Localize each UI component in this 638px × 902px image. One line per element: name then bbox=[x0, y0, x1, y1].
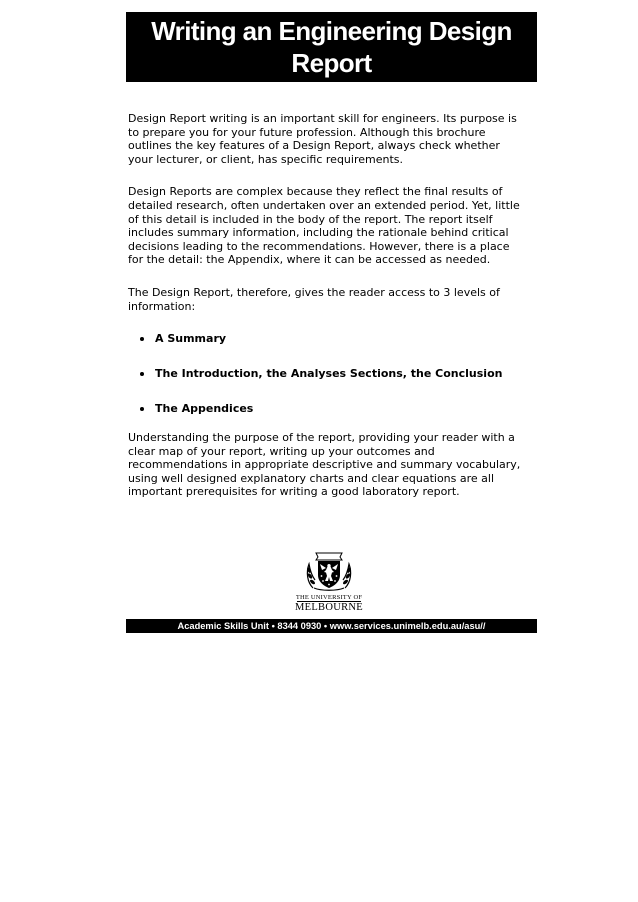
page-title-line2: Report bbox=[291, 48, 372, 78]
university-logo bbox=[289, 548, 369, 614]
page-title-line1: Writing an Engineering Design bbox=[151, 16, 512, 46]
levels-list bbox=[128, 332, 528, 416]
list-item-label: A Summary bbox=[155, 332, 227, 346]
paragraph-prerequisites: Understanding the purpose of the report, providing your reader with a clear map of your report, writing up your outcomes and recommendations in appropriate descriptive and summary vocabulary, using well designed explanatory charts and clear equations are all important prerequisites for writing a good laboratory report. bbox=[128, 431, 521, 499]
footer-contact-bar bbox=[126, 619, 537, 633]
paragraph-levels: The Design Report, therefore, gives the reader access to 3 levels of information: bbox=[128, 285, 500, 313]
list-item-label: The Appendices bbox=[155, 402, 254, 416]
list-item bbox=[140, 332, 528, 346]
bullet-icon bbox=[140, 407, 144, 411]
logo-university-of: THE UNIVERSITY OF bbox=[295, 594, 363, 601]
list-item bbox=[140, 367, 528, 381]
paragraph-complexity: Design Reports are complex because they reflect the final results of detailed research, often undertaken over an extended period. Yet, little of this detail is included in the body of the report. The report itself includes summary information, including the rationale behind critical decisions leading to the recommendations. However, there is a place for the detail: the Appendix, where it can be accessed as needed. bbox=[128, 185, 520, 267]
university-crest-icon bbox=[303, 548, 355, 592]
bullet-icon bbox=[140, 337, 144, 341]
title-banner bbox=[126, 12, 537, 82]
list-item bbox=[140, 402, 528, 416]
paragraph-intro: Design Report writing is an important skill for engineers. Its purpose is to prepare you for your future profession. Although this brochure outlines the key features of a Design Report, always check whether your lecturer, or client, has specific requirements. bbox=[128, 112, 517, 166]
document-body bbox=[128, 112, 528, 499]
list-item-label: The Introduction, the Analyses Sections, the Conclusion bbox=[155, 367, 503, 381]
bullet-icon bbox=[140, 372, 144, 376]
footer-contact-text: Academic Skills Unit • 8344 0930 • www.services.unimelb.edu.au/asu// bbox=[177, 621, 486, 631]
logo-melbourne: MELBOURNE bbox=[294, 602, 364, 613]
